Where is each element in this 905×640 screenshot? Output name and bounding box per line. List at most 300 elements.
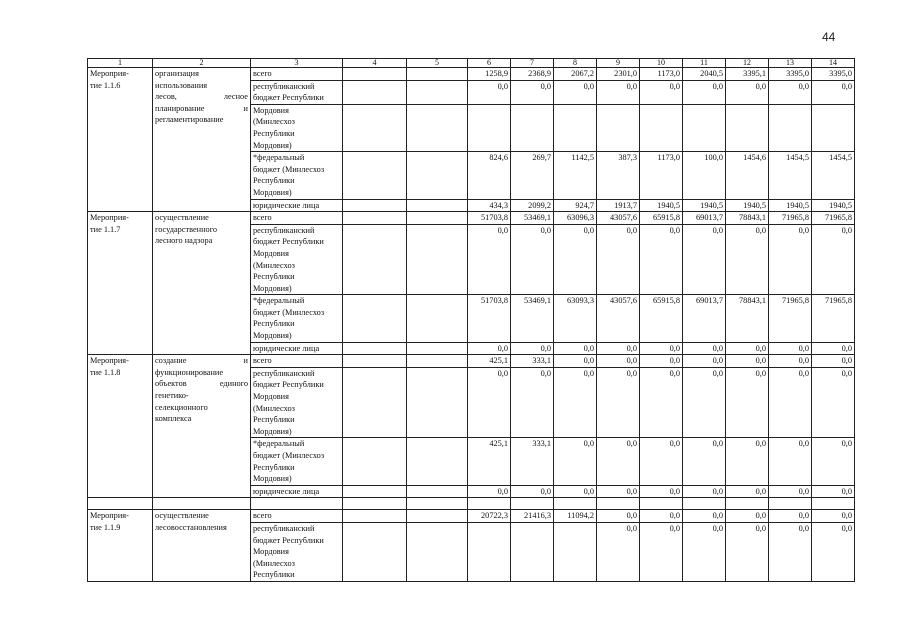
value-cell: 3395,0 [769,68,812,81]
empty-cell [407,498,468,510]
value-cell: 53469,1 [511,295,554,342]
empty-cell [407,438,468,485]
value-cell: 0,0 [726,367,769,438]
value-cell: 0,0 [597,367,640,438]
table-row [88,355,855,368]
empty-cell [343,212,407,225]
value-cell: 21416,3 [511,510,554,523]
text-line: юридические лица [253,200,320,210]
name-word: функционирование [155,367,224,377]
spacer-row [88,498,855,510]
header-cell: 14 [812,59,855,68]
text-line: Мордовия) [253,140,292,150]
value-cell: 0,0 [726,510,769,523]
value-cell: 387,3 [597,152,640,199]
value-cell: 0,0 [554,224,597,295]
value-cell: 0,0 [683,224,726,295]
empty-cell [597,498,640,510]
value-cell: 0,0 [554,342,597,355]
table-row [88,68,855,81]
header-cell: 11 [683,59,726,68]
value-cell: 43057,6 [597,212,640,225]
header-cell: 13 [769,59,812,68]
name-word: создание [155,356,187,366]
name-word: использования [155,80,208,90]
empty-cell [343,510,407,523]
value-cell: 0,0 [769,522,812,581]
value-cell: 0,0 [683,485,726,498]
text-line: бюджет Республики [253,380,324,390]
value-cell: 0,0 [812,224,855,295]
value-cell: 0,0 [597,485,640,498]
text-line: бюджет (Минлесхоз [253,451,325,460]
value-cell [511,104,554,151]
value-cell: 0,0 [812,342,855,355]
name-word: лесов, [155,92,177,102]
text-line: *федеральный [253,439,305,449]
empty-cell [407,152,468,199]
value-cell: 425,1 [468,438,511,485]
value-cell: 71965,8 [812,295,855,342]
empty-cell [407,80,468,104]
empty-cell [343,80,407,104]
value-cell: 100,0 [683,152,726,199]
funding-source-cell [251,80,343,104]
name-word: и [243,356,248,366]
value-cell: 0,0 [640,367,683,438]
value-cell: 0,0 [640,485,683,498]
measure-name-cell [153,510,251,582]
value-cell: 0,0 [597,438,640,485]
funding-source-cell [251,522,343,581]
name-word: регламентирование [155,115,224,125]
funding-source-cell [251,212,343,225]
empty-cell [343,152,407,199]
value-cell: 0,0 [511,485,554,498]
funding-source-cell [251,355,343,368]
value-cell: 0,0 [726,522,769,581]
value-cell: 3395,1 [726,68,769,81]
funding-source-cell [251,342,343,355]
value-cell: 0,0 [640,224,683,295]
value-cell: 0,0 [468,342,511,355]
value-cell: 333,1 [511,355,554,368]
value-cell: 0,0 [726,355,769,368]
value-cell: 0,0 [511,342,554,355]
empty-cell [407,199,468,212]
value-cell [683,104,726,151]
funding-source-cell [251,224,343,295]
value-cell: 1142,5 [554,152,597,199]
empty-cell [407,224,468,295]
text-line: тие 1.1.9 [90,522,121,532]
text-line: (Минлесхоз [253,260,295,270]
value-cell: 0,0 [812,485,855,498]
value-cell: 0,0 [683,438,726,485]
funding-source-cell [251,104,343,151]
name-word: планирование [155,103,205,113]
value-cell: 0,0 [769,355,812,368]
text-line: Мордовия [253,547,289,557]
text-line: Мордовия [253,392,289,402]
value-cell [468,522,511,581]
text-line: всего [253,69,272,78]
empty-cell [407,342,468,355]
value-cell: 78843,1 [726,295,769,342]
text-line: бюджет (Минлесхоз [253,307,325,317]
header-cell: 9 [597,59,640,68]
text-line: тие 1.1.7 [90,224,121,234]
empty-cell [407,68,468,81]
value-cell: 2099,2 [511,199,554,212]
funding-source-cell [251,295,343,342]
value-cell: 1258,9 [468,68,511,81]
value-cell: 0,0 [554,80,597,104]
value-cell: 0,0 [511,367,554,438]
header-cell: 6 [468,59,511,68]
empty-cell [343,355,407,368]
value-cell: 0,0 [554,355,597,368]
value-cell: 0,0 [511,224,554,295]
name-line [155,103,248,115]
measure-code-cell [88,68,153,212]
name-line [155,510,248,522]
value-cell [769,104,812,151]
funding-source-cell [251,510,343,523]
value-cell: 0,0 [468,80,511,104]
empty-cell [407,104,468,151]
name-line [155,235,248,247]
name-word: государственного [155,224,218,234]
empty-cell [88,498,153,510]
value-cell: 0,0 [812,80,855,104]
value-cell: 434,3 [468,199,511,212]
value-cell: 0,0 [640,355,683,368]
value-cell: 0,0 [726,485,769,498]
text-line: *федеральный [253,296,305,306]
value-cell: 0,0 [769,438,812,485]
text-line: Мордовия) [253,331,292,341]
text-line: *федеральный [253,153,305,163]
text-line: республиканский [253,368,315,378]
text-line: бюджет Республики [253,237,324,247]
value-cell [640,104,683,151]
text-line: Республики [253,462,295,472]
empty-cell [407,212,468,225]
value-cell: 824,6 [468,152,511,199]
name-word: селекционного [155,402,208,412]
text-line: бюджет Республики [253,535,324,545]
value-cell: 0,0 [554,367,597,438]
value-cell: 269,7 [511,152,554,199]
text-line: тие 1.1.8 [90,367,121,377]
header-cell: 12 [726,59,769,68]
text-line: юридические лица [253,486,320,496]
text-line: тие 1.1.6 [90,80,121,90]
text-line: бюджет Республики [253,93,324,103]
empty-cell [343,199,407,212]
value-cell: 1940,5 [812,199,855,212]
value-cell: 0,0 [683,522,726,581]
empty-cell [343,295,407,342]
text-line: Мероприя- [90,356,129,366]
value-cell [597,104,640,151]
text-line: всего [253,511,272,521]
header-row [88,59,855,68]
value-cell: 1940,5 [769,199,812,212]
empty-cell [683,498,726,510]
funding-source-cell [251,438,343,485]
header-cell: 3 [251,59,343,68]
name-line [155,413,248,425]
text-line: Республики [253,570,295,580]
value-cell: 1940,5 [640,199,683,212]
name-word: лесного надзора [155,236,213,246]
name-line [155,378,248,390]
value-cell: 425,1 [468,355,511,368]
value-cell: 51703,8 [468,212,511,225]
empty-cell [251,498,343,510]
value-cell: 0,0 [769,342,812,355]
value-cell: 53469,1 [511,212,554,225]
value-cell: 0,0 [769,485,812,498]
value-cell: 0,0 [597,80,640,104]
text-line: всего [253,213,272,223]
name-word: генетико- [155,391,189,401]
measure-code-cell [88,212,153,355]
value-cell: 0,0 [812,522,855,581]
value-cell: 0,0 [683,355,726,368]
text-line: бюджет (Минлесхоз [253,164,325,174]
value-cell: 0,0 [554,485,597,498]
value-cell: 0,0 [769,80,812,104]
measure-name-cell [153,212,251,355]
text-line: Мероприя- [90,511,129,521]
value-cell: 1913,7 [597,199,640,212]
value-cell: 0,0 [597,355,640,368]
value-cell: 63096,3 [554,212,597,225]
text-line: (Минлесхоз [253,403,295,413]
value-cell: 20722,3 [468,510,511,523]
page-number: 44 [822,30,836,44]
empty-cell [343,367,407,438]
budget-table [87,58,855,582]
value-cell: 3395,0 [812,68,855,81]
value-cell: 78843,1 [726,212,769,225]
value-cell: 0,0 [683,342,726,355]
header-cell: 2 [153,59,251,68]
text-line: (Минлесхоз [253,117,295,127]
value-cell: 1940,5 [683,199,726,212]
text-line: Республики [253,128,295,138]
value-cell: 1454,5 [769,152,812,199]
name-word: объектов [155,379,187,389]
header-cell: 5 [407,59,468,68]
measure-name-cell [153,68,251,212]
header-cell: 1 [88,59,153,68]
name-line [155,367,248,379]
name-word: осуществление [155,213,209,223]
value-cell: 0,0 [640,522,683,581]
empty-cell [511,498,554,510]
value-cell: 1940,5 [726,199,769,212]
text-line: юридические лица [253,343,320,353]
name-word: организация [155,69,199,78]
name-line [155,68,248,80]
value-cell: 0,0 [683,367,726,438]
empty-cell [468,498,511,510]
value-cell [468,104,511,151]
name-word: лесовосстановления [155,522,227,532]
table-row [88,212,855,225]
value-cell: 65915,8 [640,212,683,225]
name-word: и [243,103,248,113]
empty-cell [407,355,468,368]
value-cell: 0,0 [683,510,726,523]
value-cell: 71965,8 [769,212,812,225]
text-line: Республики [253,272,295,282]
value-cell: 65915,8 [640,295,683,342]
value-cell: 0,0 [468,224,511,295]
text-line: Мордовия) [253,426,292,436]
empty-cell [769,498,812,510]
value-cell: 0,0 [726,438,769,485]
text-line: республиканский [253,81,315,91]
measure-code-cell [88,510,153,582]
value-cell: 43057,6 [597,295,640,342]
value-cell: 0,0 [640,342,683,355]
empty-cell [407,485,468,498]
empty-cell [726,498,769,510]
value-cell [554,104,597,151]
funding-source-cell [251,152,343,199]
name-line [155,114,248,126]
value-cell: 0,0 [597,510,640,523]
name-word: лесное [223,92,248,102]
value-cell: 1454,5 [812,152,855,199]
value-cell: 0,0 [468,485,511,498]
value-cell: 11094,2 [554,510,597,523]
empty-cell [343,224,407,295]
value-cell [726,104,769,151]
value-cell: 2368,9 [511,68,554,81]
value-cell: 0,0 [812,367,855,438]
name-line [155,355,248,367]
value-cell: 71965,8 [812,212,855,225]
value-cell: 1173,0 [640,68,683,81]
value-cell: 69013,7 [683,295,726,342]
funding-source-cell [251,485,343,498]
name-line [155,80,248,92]
empty-cell [343,104,407,151]
value-cell [511,522,554,581]
value-cell: 2067,2 [554,68,597,81]
empty-cell [153,498,251,510]
header-cell: 10 [640,59,683,68]
text-line: Мордовия [253,105,289,115]
value-cell: 0,0 [769,224,812,295]
value-cell: 63093,3 [554,295,597,342]
empty-cell [343,68,407,81]
name-line [155,402,248,414]
value-cell: 0,0 [812,510,855,523]
text-line: Мордовия) [253,474,292,484]
empty-cell [343,522,407,581]
name-word: комплекса [155,414,192,424]
name-line [155,212,248,224]
name-word: осуществление [155,511,209,521]
empty-cell [343,498,407,510]
value-cell: 51703,8 [468,295,511,342]
header-cell: 7 [511,59,554,68]
text-line: Республики [253,176,295,186]
value-cell: 0,0 [683,80,726,104]
empty-cell [407,295,468,342]
empty-cell [407,522,468,581]
value-cell: 0,0 [554,438,597,485]
empty-cell [640,498,683,510]
text-line: Мероприя- [90,213,129,223]
value-cell [554,522,597,581]
value-cell: 0,0 [726,224,769,295]
value-cell: 2301,0 [597,68,640,81]
text-line: Мероприя- [90,69,129,78]
empty-cell [343,438,407,485]
text-line: Мордовия [253,248,289,258]
empty-cell [554,498,597,510]
measure-code-cell [88,355,153,498]
funding-source-cell [251,199,343,212]
text-line: Мордовия) [253,187,292,197]
measure-name-cell [153,355,251,498]
value-cell: 0,0 [726,80,769,104]
value-cell: 0,0 [640,438,683,485]
value-cell: 1454,6 [726,152,769,199]
empty-cell [407,367,468,438]
value-cell: 0,0 [769,510,812,523]
value-cell: 0,0 [812,438,855,485]
text-line: Республики [253,319,295,329]
text-line: республиканский [253,225,315,235]
text-line: (Минлесхоз [253,558,295,568]
value-cell: 0,0 [597,224,640,295]
value-cell: 0,0 [769,367,812,438]
name-word: единого [219,379,248,389]
text-line: Мордовия) [253,283,292,293]
value-cell: 0,0 [597,342,640,355]
empty-cell [812,498,855,510]
name-line [155,522,248,534]
value-cell: 1173,0 [640,152,683,199]
name-line [155,224,248,236]
empty-cell [343,342,407,355]
text-line: всего [253,356,272,366]
value-cell: 71965,8 [769,295,812,342]
value-cell: 0,0 [640,80,683,104]
value-cell: 333,1 [511,438,554,485]
value-cell: 0,0 [468,367,511,438]
funding-source-cell [251,68,343,81]
empty-cell [407,510,468,523]
value-cell: 0,0 [511,80,554,104]
value-cell: 2040,5 [683,68,726,81]
header-cell: 4 [343,59,407,68]
table-row [88,510,855,523]
funding-source-cell [251,367,343,438]
name-line [155,390,248,402]
header-cell: 8 [554,59,597,68]
empty-cell [343,485,407,498]
